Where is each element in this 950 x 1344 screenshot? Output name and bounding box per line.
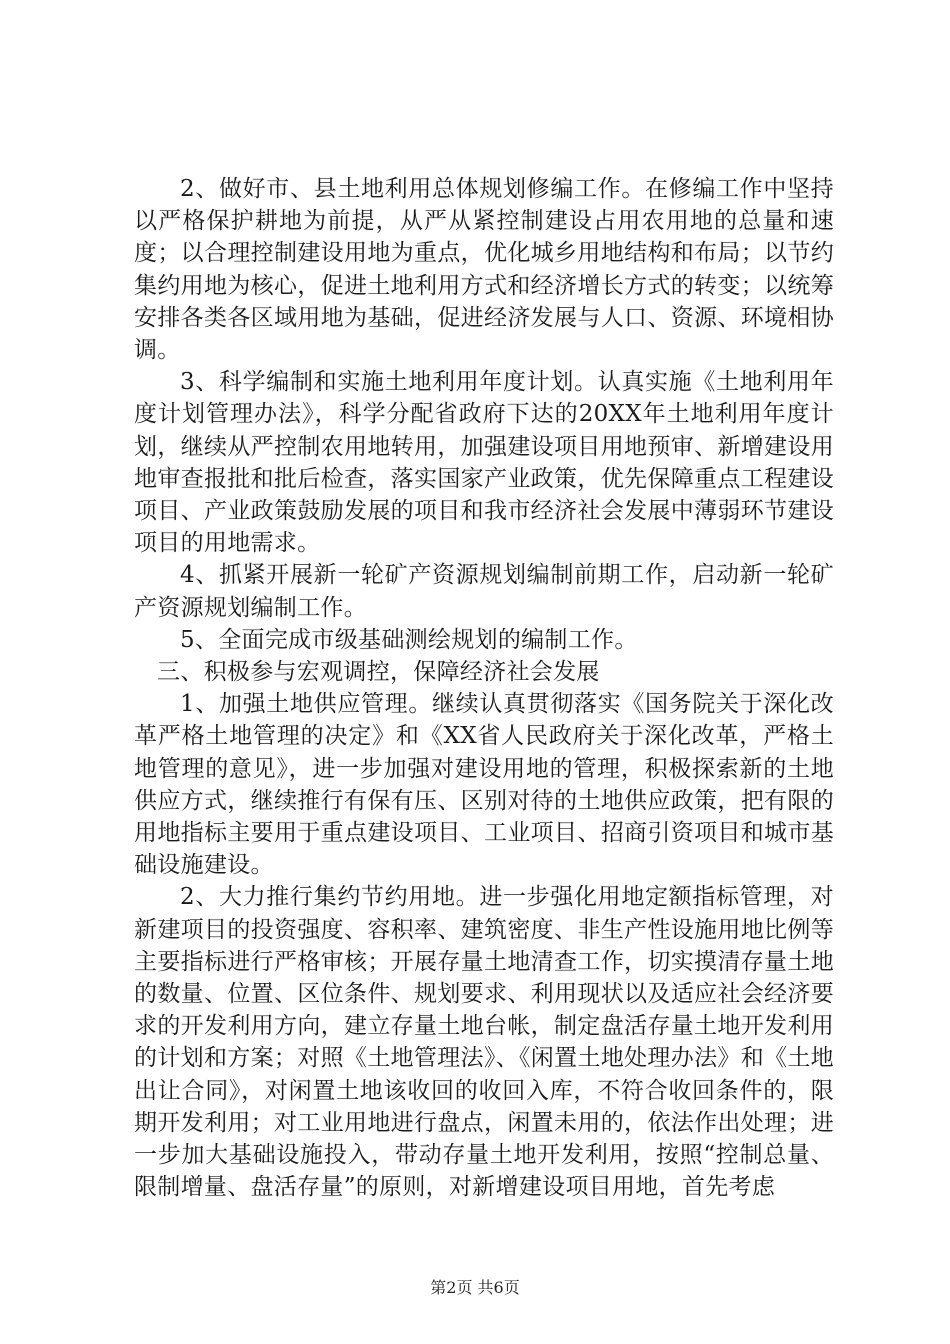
page-number-footer: 第2页 共6页 [430,1278,520,1297]
paragraph-annual-plan: 3、科学编制和实施土地利用年度计划。认真实施《土地利用年度计划管理办法》，科学分配省政府下达的20XX年土地利用年度计划，继续从严控制农用地转用，加强建设项目用地预审、新增建设用地审查报批和批后检查，落实国家产业政策，优先保障重点工程建设项目、产业政策鼓励发展的项目和我市经济社会发展中薄弱环节建设项目的用地需求。 [134,369,834,557]
paragraph-land-supply: 1、加强土地供应管理。继续认真贯彻落实《国务院关于深化改革严格土地管理的决定》和《XX省人民政府关于深化改革，严格土地管理的意见》，进一步加强对建设用地的管理，积极探索新的土地供应方式，继续推行有保有压、区别对待的土地供应政策，把有限的用地指标主要用于重点建设项目、工业项目、招商引资项目和城市基础设施建设。 [134,691,834,879]
section-heading-macro-control: 三、积极参与宏观调控，保障经济社会发展 [157,659,600,686]
paragraph-planning-revision: 2、做好市、县土地利用总体规划修编工作。在修编工作中坚持以严格保护耕地为前提，从严从紧控制建设占用农用地的总量和速度；以合理控制建设用地为重点，优化城乡用地结构和布局；以节约集约用地为核心，促进土地利用方式和经济增长方式的转变；以统筹安排各类各区域用地为基础，促进经济发展与人口、资源、环境相协调。 [134,176,834,364]
document-body [134,173,834,1204]
paragraph-intensive-land-use: 2、大力推行集约节约用地。进一步强化用地定额指标管理，对新建项目的投资强度、容积率、建筑密度、非生产性设施用地比例等主要指标进行严格审核；开展存量土地清查工作，切实摸清存量土地的数量、位置、区位条件、规划要求、利用现状以及适应社会经济要求的开发利用方向，建立存量土地台帐，制定盘活存量土地开发利用的计划和方案；对照《土地管理法》、《闲置土地处理办法》和《土地出让合同》，对闲置土地该收回的收回入库，不符合收回条件的，限期开发利用；对工业用地进行盘点，闲置未用的，依法作出处理；进一步加大基础设施投入，带动存量土地开发利用，按照“控制总量、限制增量、盘活存量”的原则，对新增建设项目用地，首先考虑 [134,884,834,1201]
paragraph-surveying-planning: 5、全面完成市级基础测绘规划的编制工作。 [180,626,638,653]
paragraph-mineral-planning: 4、抓紧开展新一轮矿产资源规划编制前期工作，启动新一轮矿产资源规划编制工作。 [134,562,834,621]
